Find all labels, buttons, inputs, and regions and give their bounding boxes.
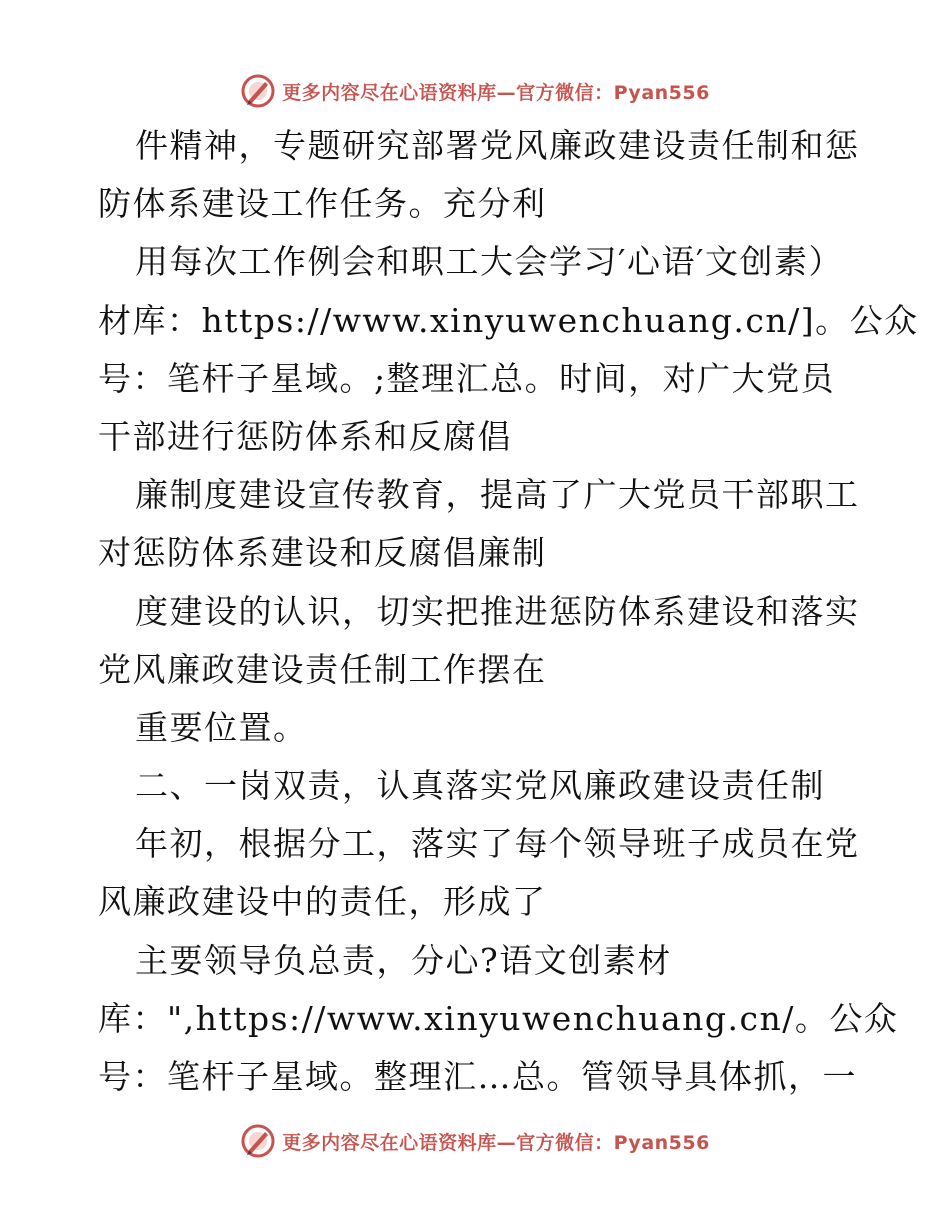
text-line: 廉制度建设宣传教育，提高了广大党员干部职工 [135, 475, 860, 515]
section-heading: 二、一岗双责，认真落实党风廉政建设责任制 [135, 766, 825, 806]
text-line: 材库：https://www.xinyuwenchuang.cn/]。公众 [98, 300, 919, 340]
footer-watermark-banner [0, 1121, 950, 1161]
header-watermark-banner [0, 71, 950, 111]
text-line: 件精神，专题研究部署党风廉政建设责任制和惩 [135, 126, 860, 165]
pen-logo-icon [240, 1123, 276, 1159]
text-line: 度建设的认识，切实把推进惩防体系建设和落实 [135, 591, 860, 631]
text-line: 风廉政建设中的责任，形成了 [98, 882, 547, 922]
text-line: 号：笔杆子星域。;整理汇总。时间，对广大党员 [98, 358, 836, 398]
text-line: 防体系建设工作任务。充分利 [98, 184, 547, 224]
text-line: 用每次工作例会和职工大会学习′心语′文创素） [135, 242, 843, 282]
text-line: 主要领导负总责，分心?语文创素材 [135, 940, 672, 980]
text-line: 重要位置。 [135, 707, 308, 747]
text-line: 党风廉政建设责任制工作摆在 [98, 649, 547, 689]
document-body [98, 117, 919, 1106]
footer-banner-text: 更多内容尽在心语资料库—官方微信：Pyan556 [282, 1131, 710, 1154]
pen-logo-icon [240, 73, 276, 109]
header-banner-text: 更多内容尽在心语资料库—官方微信：Pyan556 [282, 81, 710, 104]
text-line: 库：",https://www.xinyuwenchuang.cn/。公众 [98, 998, 899, 1038]
text-line: 号：笔杆子星域。整理汇…总。管领导具体抓，一 [98, 1057, 857, 1096]
text-line: 干部进行惩防体系和反腐倡 [98, 416, 512, 456]
text-line: 年初，根据分工，落实了每个领导班子成员在党 [135, 824, 860, 864]
text-line: 对惩防体系建设和反腐倡廉制 [98, 533, 547, 573]
